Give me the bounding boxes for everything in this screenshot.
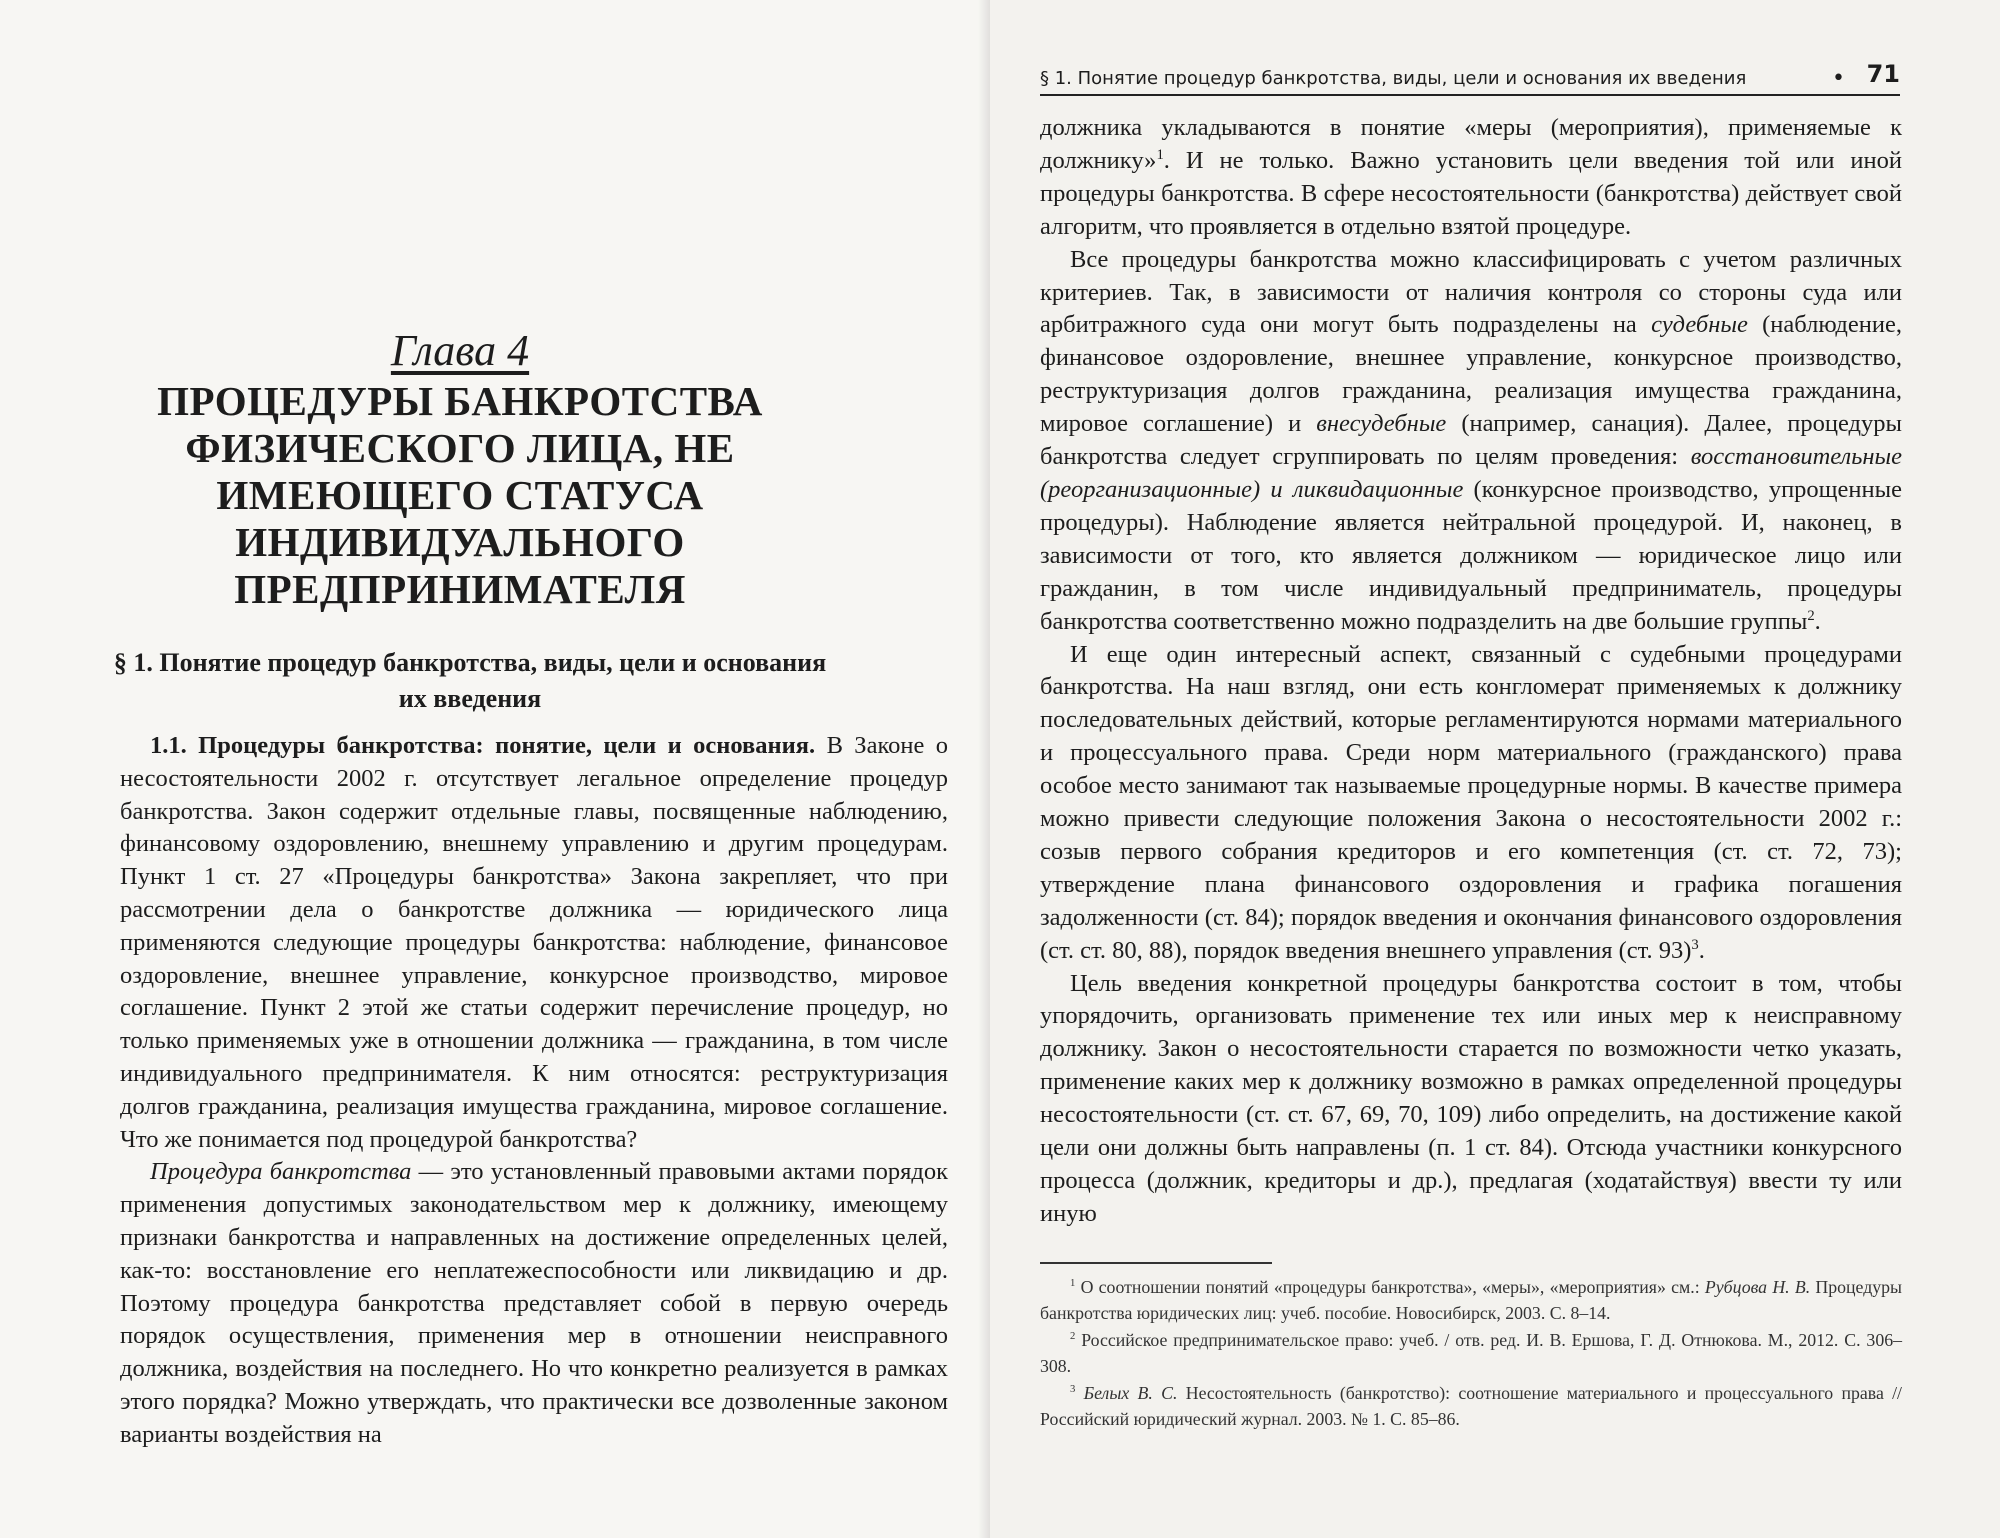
footnote-text: О соотношении понятий «процедуры банкротства», «меры», «мероприятия» см.: [1075, 1277, 1705, 1297]
footnote-mark: 3 [1070, 1383, 1076, 1396]
paragraph-text: В Законе о несостоятельности 2002 г. отсутствует легальное определение процедур банкротства. Закон содержит отдельные главы, посвященные наблюдению, финансовому оздоровлению, внешнему управлению и другим процедурам. Пункт 1 ст. 27 «Процедуры банкротства» Закона закрепляет, что при рассмотрении дела о банкротстве должника — юридического лица применяются следующие процедуры банкротства: наблюдение, финансовое оздоровление, внешнее управление, конкурсное производство, мировое соглашение. Пункт 2 этой же статьи содержит перечисление процедур, но только применяемых уже в отношении должника — гражданина, в том числе индивидуального предпринимателя. К ним относятся: реструктуризация долгов гражданина, реализация имущества гражданина, мировое соглашение. Что же понимается под процедурой банкротства? [120, 732, 948, 1153]
footnote-ref[interactable]: 1 [1156, 146, 1164, 163]
right-body-text [1040, 112, 1902, 1231]
footnote-ref[interactable]: 2 [1807, 607, 1815, 624]
footnotes [1040, 1275, 1902, 1434]
paragraph [120, 1156, 948, 1451]
paragraph-text: должника укладываются в понятие «меры (мероприятия), применяемые к должнику» [1040, 114, 1902, 174]
paragraph [1040, 244, 1902, 639]
footnote [1040, 1275, 1902, 1326]
defined-term: Процедура банкротства [150, 1158, 412, 1186]
paragraph-text: (наблюдение, финансовое оздоровление, внешнее управление, конкурсное производство, реструктуризация долгов гражданина, реализация имущества гражданина, мировое соглашение) и [1040, 311, 1902, 438]
paragraph [120, 730, 948, 1156]
footnote [1040, 1328, 1902, 1379]
footnote-text: Несостоятельность (банкротство): соотношение материального и процессуального права // Российский юридический журнал. 2003. № 1. С. 85–86. [1040, 1383, 1902, 1429]
paragraph-text: (например, санация). Далее, процедуры банкротства следует сгруппировать по целям проведения: [1040, 410, 1902, 471]
footnote-rule [1040, 1262, 1272, 1264]
emphasis: судебные [1651, 311, 1748, 339]
paragraph-text: . [1814, 607, 1821, 635]
subsection-title: 1.1. Процедуры банкротства: понятие, цели и основания. [150, 732, 816, 759]
chapter-title: ПРОЦЕДУРЫ БАНКРОТСТВА ФИЗИЧЕСКОГО ЛИЦА, НЕ ИМЕЮЩЕГО СТАТУСА ИНДИВИДУАЛЬНОГО ПРЕДПРИНИМАТЕЛЯ [157, 378, 763, 612]
footnote-mark: 1 [1070, 1277, 1076, 1290]
footnote [1040, 1381, 1902, 1432]
footnote-author: Белых В. С. [1083, 1383, 1178, 1403]
page-number: 71 [1866, 60, 1900, 88]
left-page [0, 0, 990, 1538]
footnote-text [1075, 1383, 1083, 1403]
footnote-author: Рубцова Н. В. [1704, 1277, 1811, 1297]
paragraph-text: — это установленный правовыми актами порядок применения допустимых законодательством мер к должнику, имеющему признаки банкротства и направленных на достижение определенных целей, как-то: восстановление его неплатежеспособности или ликвидацию и др. Поэтому процедура банкротства представляет собой в первую очередь порядок осуществления, применения мер в отношении неисправного должника, воздействия на последнего. Но что конкретно реализуется в рамках этого порядка? Можно утверждать, что практически все дозволенные законом варианты воздействия на [120, 1158, 948, 1448]
header-rule [1040, 94, 1900, 96]
left-body-text [120, 730, 948, 1452]
paragraph-text: И еще один интересный аспект, связанный с судебными процедурами банкротства. На наш взгляд, они есть конгломерат применяемых к должнику последовательных действий, которые регламентируются нормами материального и процессуального права. Среди норм материального (гражданского) права особое место занимают так называемые процедурные нормы. В качестве примера можно привести следующие положения Закона о несостоятельности 2002 г.: созыв первого собрания кредиторов и его компетенция (ст. ст. 72, 73); утверждение плана финансового оздоровления и графика погашения задолженности (ст. 84); порядок введения и окончания финансового оздоровления (ст. ст. 80, 88), порядок введения внешнего управления (ст. 93) [1040, 640, 1902, 964]
header-bullet: • [1832, 66, 1845, 91]
paragraph-text: (конкурсное производство, упрощенные процедуры). Наблюдение является нейтральной процедурой. И, наконец, в зависимости от того, кто является должником — юридическое лицо или гражданин, в том числе индивидуальный предприниматель, процедуры банкротства соответственно можно подразделить на две большие группы [1040, 475, 1902, 635]
right-page [990, 0, 2000, 1538]
paragraph [1040, 968, 1902, 1231]
running-header [1040, 60, 1900, 94]
footnote-text: Российское предпринимательское право: учеб. / отв. ред. И. В. Ершова, Г. Д. Отнюкова. М., 2012. С. 306–308. [1040, 1330, 1902, 1376]
running-header-title: § 1. Понятие процедур банкротства, виды, цели и основания их введения [1040, 68, 1747, 89]
paragraph-text: Цель введения конкретной процедуры банкротства состоит в том, чтобы упорядочить, организовать применение тех или иных мер к неисправному должнику. Закон о несостоятельности старается по возможности четко указать, применение каких мер к должнику возможно в рамках определенной процедуры несостоятельности (ст. ст. 67, 69, 70, 109) либо определить, на достижение какой цели они должны быть направлены (п. 1 ст. 84). Отсюда участники конкурсного процесса (должник, кредиторы и др.), предлагая (ходатайствуя) ввести ту или иную [1040, 969, 1902, 1227]
paragraph-text: Все процедуры банкротства можно классифицировать с учетом различных критериев. Так, в зависимости от наличия контроля со стороны суда или арбитражного суда они могут быть подразделены на [1040, 245, 1902, 339]
section-heading: § 1. Понятие процедур банкротства, виды, цели и основания их введения [113, 648, 827, 713]
paragraph [1040, 639, 1902, 968]
paragraph-text: . [1698, 936, 1705, 964]
chapter-label: Глава 4 [390, 326, 530, 375]
footnote-ref[interactable]: 3 [1691, 936, 1699, 953]
emphasis: внесудебные [1316, 410, 1447, 438]
footnote-mark: 2 [1070, 1330, 1076, 1343]
footnote-text: Процедуры банкротства юридических лиц: учеб. пособие. Новосибирск, 2003. С. 8–14. [1040, 1277, 1902, 1323]
paragraph [1040, 112, 1902, 244]
emphasis: восстановительные (реорганизационные) и ликвидационные [1040, 443, 1902, 503]
paragraph-text: . И не только. Важно установить цели введения той или иной процедуры банкротства. В сфере несостоятельности (банкротства) действует свой алгоритм, что проявляется в отдельно взятой процедуре. [1040, 146, 1902, 240]
